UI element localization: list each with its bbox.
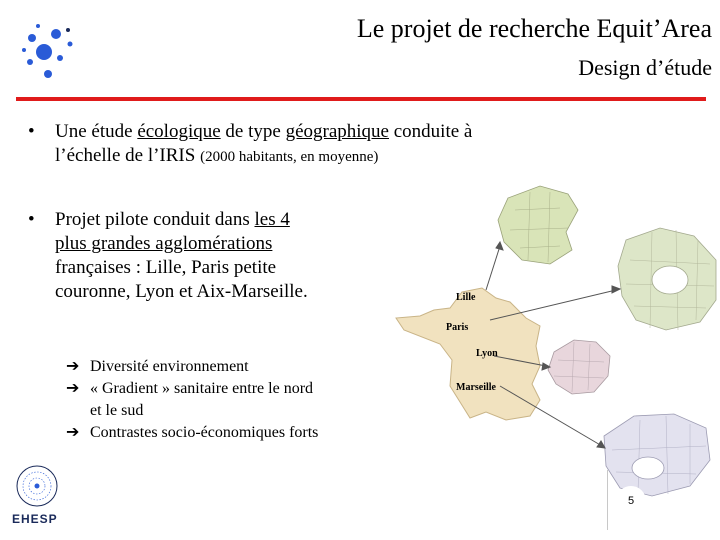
underlined-term-geographique: géographique (285, 121, 389, 142)
list-item (66, 422, 396, 444)
text-segment: l’échelle de l’IRIS (55, 145, 201, 166)
text-segment: Une étude (55, 121, 138, 142)
list-item-text: « Gradient » sanitaire entre le nord (90, 380, 314, 397)
lille-iris-map (498, 186, 578, 264)
page-number: 5 (616, 486, 646, 516)
list-item-continuation (66, 400, 396, 422)
title-divider (16, 97, 706, 101)
list-item-text: Contrastes socio-économiques forts (90, 424, 319, 441)
consequence-list (66, 356, 396, 444)
bullet-pilot-project (28, 208, 388, 304)
map-label-lille: Lille (456, 292, 476, 303)
text-segment: Projet pilote conduit dans (55, 209, 255, 230)
footer-divider (607, 470, 608, 530)
map-label-lyon: Lyon (476, 348, 498, 359)
underlined-term-les-4: les 4 (254, 209, 290, 230)
text-segment: françaises : Lille, Paris petite (55, 257, 277, 278)
france-map (396, 288, 540, 420)
institution-logo-dots (18, 18, 108, 88)
marseille-iris-map (604, 414, 710, 496)
arrow-right-icon: ➔ (66, 424, 80, 441)
list-item (66, 378, 396, 400)
underlined-term-ecologique: écologique (137, 121, 221, 142)
ehesp-logo-text: EHESP (12, 512, 58, 526)
bullet-study-type (28, 120, 648, 169)
france-agglomerations-map (390, 180, 720, 530)
text-segment: conduite à (388, 121, 473, 142)
map-label-paris: Paris (446, 322, 469, 333)
list-item-text: et le sud (90, 402, 144, 419)
slide-subtitle: Design d’étude (578, 55, 712, 80)
bullet-marker: • (28, 209, 35, 230)
paris-iris-map (618, 228, 716, 330)
text-segment: de type (220, 121, 286, 142)
underlined-term-agglomerations: plus grandes agglomérations (55, 233, 273, 254)
bullet-marker: • (28, 121, 35, 142)
list-item-text: Diversité environnement (90, 358, 249, 375)
bullet-text (55, 120, 648, 169)
text-small-note: (2000 habitants, en moyenne) (200, 149, 379, 165)
lyon-iris-map (548, 340, 610, 394)
arrow-right-icon: ➔ (66, 358, 80, 375)
text-segment: couronne, Lyon et Aix-Marseille. (55, 281, 308, 302)
arrow-right-icon: ➔ (66, 380, 80, 397)
bullet-text (55, 208, 388, 304)
slide-title: Le projet de recherche Equit’Area (356, 14, 712, 43)
list-item (66, 356, 396, 378)
map-label-marseille: Marseille (456, 382, 496, 393)
